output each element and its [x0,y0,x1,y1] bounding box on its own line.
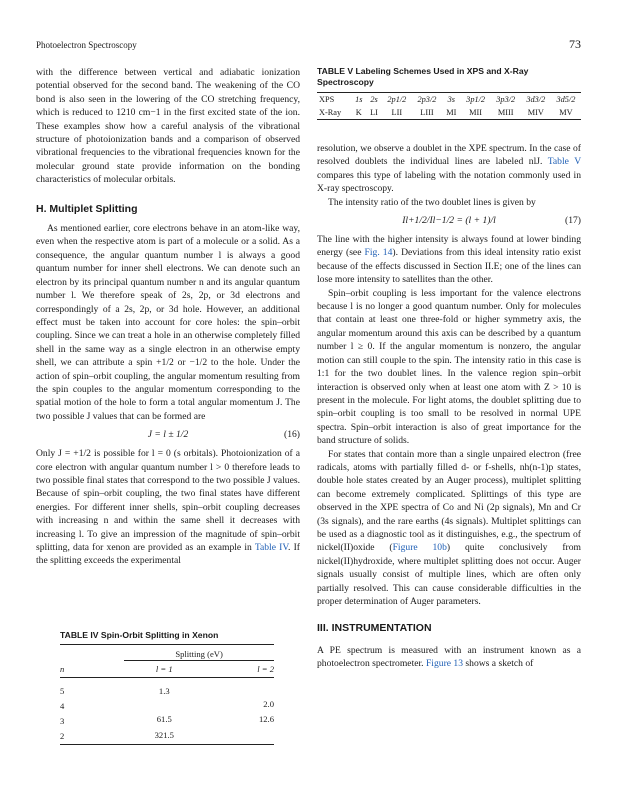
equation-number: (17) [565,215,581,227]
page-number: 73 [569,37,581,51]
paragraph-text: resolution, we observe a doublet in the XPE spectrum. In the case of resolved doublets the individual lines are labeled nlJ. [317,143,581,168]
paragraph-text: Only J = +1/2 is possible for l = 0 (s orbitals). Photoionization of a core electron with angular quantum number l > 0 therefore leads to two possible final states that correspond to the two possible J values. Because of spin–orbit coupling, the two final states have different energies. For different inner shells, spin–orbit coupling decreases with increasing n and within the same shell it decreases with increasing l. To give an impression of the magnitude of spin–orbit splitting, data for xenon are provided as an example in [36,448,300,553]
table-v [317,66,581,120]
paragraph [317,142,581,196]
paragraph [317,448,581,609]
equation-text: Il+1/2/Il−1/2 = (l + 1)/l [402,215,496,227]
fig-14-link[interactable]: Fig. 14 [364,247,393,259]
table-cell: 5 [60,685,65,696]
paragraph: with the difference between vertical and adiabatic ionization potential observed for the second band. The weakening of the CO bond is also seen in the lowering of the CO stretching frequency, which is reduced to 1210 cm−1 in the first excited state of the ion. These examples show how a careful analysis of the vibrational structure of photoionization bands and a comparison of observed vibrational frequencies to the vibrational frequencies known for the molecular ground state provide information on the bonding characteristics of molecular orbitals. [36,67,300,186]
table-v-link[interactable]: Table V [547,156,581,168]
table-cell: 3d3/2 [526,95,546,104]
table-column-header: n [60,663,65,674]
table-cell: 321.5 [154,730,174,740]
table-cell: LI [370,108,378,117]
table-iv-link[interactable]: Table IV [254,542,289,553]
running-header-title: Photoelectron Spectroscopy [36,40,137,50]
section-heading: III. INSTRUMENTATION [317,622,432,635]
paragraph: As mentioned earlier, core electrons behave in an atom-like way, even when the respective atom is part of a molecule or a solid. As a consequence, the angular quantum number l is always a good quantum number for inner shell electrons. We can denote such an electron by its principal quantum number n and its angular quantum number l. We therefore speak of 2s, 2p, or 3d electrons and correspondingly of a 2s, 2p, or 3d hole. However, an additional effect must be taken into account for core holes: the spin–orbit coupling. Since we can treat a hole in an otherwise completely filled shell in the same way as a single electron in an otherwise empty shell, we can attribute a spin +1/2 or −1/2 to the hole. Under the action of spin–orbit coupling, the angular momentum resulting from the spin couples to the angular momentum corresponding to the spatial motion of the hole to form a total angular momentum J. The two possible J values that can be formed are [36,223,300,422]
table-cell: 3p3/2 [496,95,516,104]
paragraph-text: shows a sketch of [463,658,534,670]
table-caption: TABLE IV Spin-Orbit Splitting in Xenon [60,630,219,640]
table-cell: 12.6 [258,714,274,724]
table-cell [204,677,274,697]
table-cell: 3s [447,95,455,104]
table-cell: 4 [60,700,65,711]
section-heading: H. Multiplet Splitting [36,202,138,215]
table-cell: MII [469,108,483,117]
paragraph-text: A PE spectrum is measured with an instrument known as a photoelectron spectrometer. [317,644,581,670]
table-column-header: l = 2 [257,663,274,674]
table-cell [204,727,274,745]
table-cell: 3d5/2 [556,95,576,104]
table-cell: K [355,108,362,117]
figure-10b-link[interactable]: Figure 10b [392,542,447,554]
paragraph [317,233,581,287]
equation-17 [317,213,581,229]
table-cell: 1.3 [158,685,170,696]
table-cell: MIII [497,108,514,117]
left-column [36,66,300,568]
right-column [317,142,581,671]
table-cell: MIV [527,108,544,117]
paragraph-text: compares this type of labeling with the notation commonly used in X-ray spectroscopy. [317,169,581,195]
paragraph-text: For states that contain more than a single unpaired electron (free radicals, atoms with partially filled d- or f-shells, nh(n-1)p states, double hole states created by an Auger process), multiplet splitting can become extremely complicated. Splittings of this type are observed in the XPE spectra of Co and Ni (2p signals), Mn and Cr (3s signals), and the rare earths (4s signals). Multiplet splittings can be used as a diagnostic tool as it distinguishes, e.g., the spectrum of nickel(II)oxide ( [317,448,581,554]
table-cell: 1s [355,95,363,104]
table-cell: 3p1/2 [466,95,486,104]
paragraph: Spin–orbit coupling is less important for the valence electrons because l is no longer a good quantum number. Only for molecules that contain at least one three-fold or higher symmetry axis, the angular momentum around this axis can be described by a quantum number l ≥ 0. If the angular momentum is nonzero, the angular motion can still couple to the spin. The intensity ratio in this case is 1:1 for the two doublet lines. In the valence region spin–orbit interaction is observed only when at least one atom with Z > 10 is present in the molecule. For light atoms, the doublet splitting due to spin–orbit coupling is too small to be resolved in normal UPE spectra. Spin–orbit interaction is also of great importance for the band structure of solids. [317,287,581,447]
equation-16 [36,427,300,443]
table-cell: 2p1/2 [387,95,407,104]
table-cell: MI [446,108,457,117]
table-cell: LIII [420,108,434,117]
table-cell: LII [391,108,403,117]
paragraph-text: The line with the higher intensity is always found at lower binding energy (see [317,234,581,259]
table-cell: 2s [370,95,378,104]
equation-text: J = l ± 1/2 [147,429,189,441]
paragraph: The intensity ratio of the two doublet lines is given by [328,196,536,208]
table-cell: MV [559,108,573,117]
table-cell: 61.5 [156,714,172,724]
table-cell: 2 [60,730,65,741]
table-group-header: Splitting (eV) [124,645,274,661]
table-cell: X-Ray [319,108,342,117]
paragraph [317,644,581,671]
figure-13-link[interactable]: Figure 13 [425,658,464,670]
paragraph-text: ) quite conclusively from nickel(II)hydroxide, where multiplet splitting does not occur. Auger signals usually consist of multiple lines, which are often only partially resolved. This can cause considerable difficulties in the proper determination of Auger parameters. [317,542,581,607]
table-cell: 2p3/2 [417,95,437,104]
table-iv [60,630,274,745]
table-cell [124,697,204,712]
table-cell: 2.0 [263,699,274,709]
table-caption: TABLE V Labeling Schemes Used in XPS and X-Ray Spectroscopy [317,66,529,87]
table-cell: 3 [60,715,65,726]
paragraph-text: ). Deviations from this ideal intensity ratio exist because of the effects discussed in Section II.E; one of the lines can lose more intensity to satellites than the other. [317,247,581,286]
table-column-header: l = 1 [155,663,173,674]
paragraph [36,447,300,568]
table-cell: XPS [319,95,335,104]
paragraph-text: . If the splitting exceeds the experimental [36,542,301,567]
equation-number: (16) [284,429,300,441]
